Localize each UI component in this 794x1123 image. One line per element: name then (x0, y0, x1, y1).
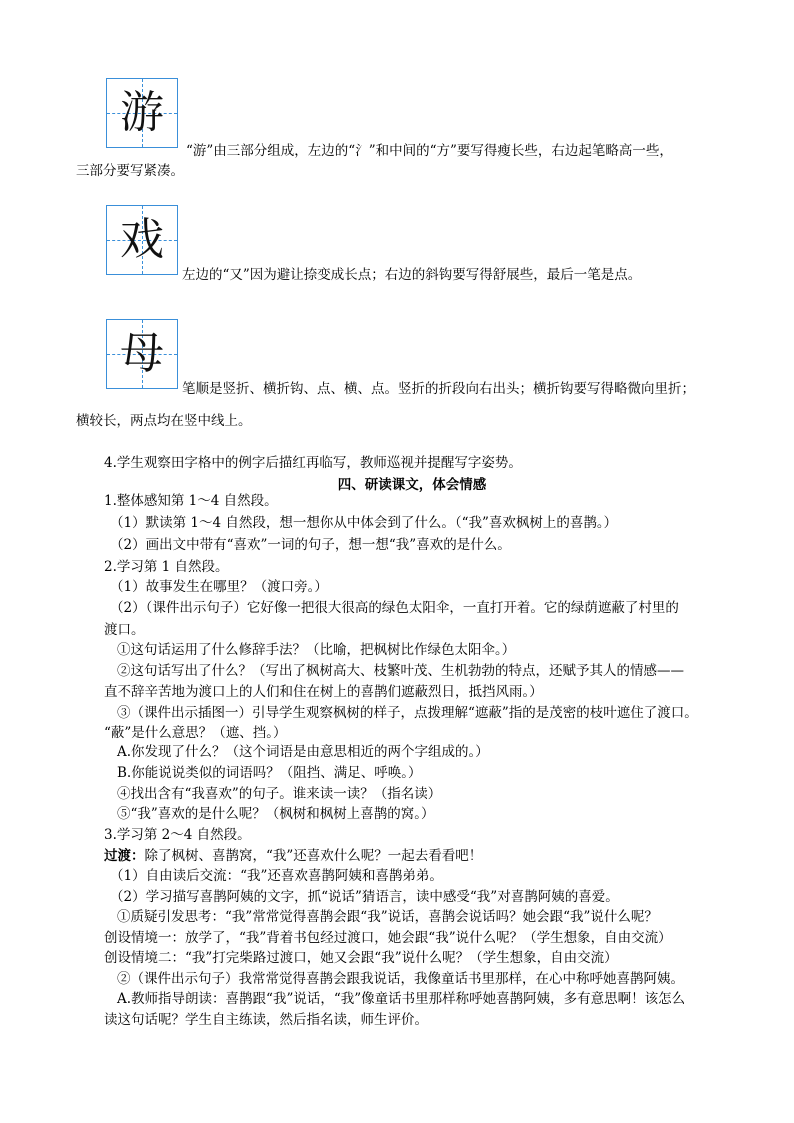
body-line: A.你发现了什么？（这个词语是由意思相近的两个字组成的。） (117, 744, 489, 760)
body-line: （2）（课件出示句子）它好像一把很大很高的绿色太阳伞，一直打开着。它的绿荫遮蔽了村里的 (110, 600, 679, 616)
body-line: 渡口。 (104, 622, 145, 638)
body-line: 创设情境一：放学了，“我”背着书包经过渡口，她会跟“我”说什么呢？（学生想象，自由交流） (104, 930, 672, 946)
body-line: B.你能说说类似的词语吗？（阻挡、满足、呼唤。） (117, 765, 422, 781)
body-line: ②这句话写出了什么？（写出了枫树高大、枝繁叶茂、生机勃勃的特点，还赋予其人的情感—— (117, 663, 684, 679)
body-line: ③（课件出示插图一）引导学生观察枫树的样子，点拨理解“遮蔽”指的是茂密的枝叶遮住了渡口。 (117, 705, 698, 721)
body-line: 创设情境二：“我”打完柴路过渡口，她又会跟“我”说什么呢？（学生想象，自由交流） (104, 950, 618, 966)
example-character: 戏 (120, 214, 164, 265)
transition-label: 过渡： (104, 848, 145, 864)
char-note: 三部分要写紧凑。 (76, 163, 184, 179)
body-line: ④找出含有“我喜欢”的句子。谁来读一读？（指名读） (117, 786, 442, 802)
char-note: “游”由三部分组成，左边的“氵”和中间的“方”要写得瘦长些，右边起笔略高一些， (186, 143, 673, 159)
body-line: A.教师指导朗读：喜鹊跟“我”说话，“我”像童话书里那样称呼她喜鹊阿姨，多有意思啊！该怎么 (117, 991, 686, 1007)
body-line: 2.学习第 1 自然段。 (104, 559, 229, 575)
char-note: 左边的“又”因为避让捺变成长点；右边的斜钩要写得舒展些，最后一笔是点。 (182, 267, 642, 283)
body-line: （1）默读第 1～4 自然段，想一想你从中体会到了什么。（“我”喜欢枫树上的喜鹊。） (110, 515, 618, 531)
body-line: ①质疑引发思考：“我”常常觉得喜鹊会跟“我”说话，喜鹊会说话吗？她会跟“我”说什么呢？ (117, 909, 658, 925)
char-note: 笔顺是竖折、横折钩、点、横、点。竖折的折段向右出头；横折钩要写得略微向里折； (182, 381, 695, 397)
body-line: ⑤“我”喜欢的是什么呢？（枫树和枫树上喜鹊的窝。） (117, 806, 435, 822)
body-line: （1）自由读后交流：“我”还喜欢喜鹊阿姨和喜鹊弟弟。 (110, 868, 443, 884)
section-heading: 四、研读课文，体会情感 (337, 477, 487, 493)
example-character: 母 (120, 328, 164, 379)
tianzige-box-xi (106, 205, 178, 275)
body-line: 3.学习第 2～4 自然段。 (104, 827, 251, 843)
transition-text: 除了枫树、喜鹊窝，“我”还喜欢什么呢？一起去看看吧！ (144, 848, 483, 864)
body-line (104, 847, 720, 866)
body-line: “蔽”是什么意思？（遮、挡。） (104, 725, 287, 741)
body-line: 直不辞辛苦地为渡口上的人们和住在树上的喜鹊们遮蔽烈日，抵挡风雨。） (104, 684, 543, 700)
body-line: （2）画出文中带有“喜欢”一词的句子，想一想“我”喜欢的是什么。 (110, 537, 511, 553)
tianzige-box-mu (106, 319, 178, 389)
body-line: 读这句话呢？学生自主练读，然后指名读，师生评价。 (104, 1012, 428, 1028)
char-note: 横较长，两点均在竖中线上。 (76, 413, 252, 429)
tianzige-box-you (106, 78, 178, 148)
body-line: （2）学习描写喜鹊阿姨的文字，抓“说话”猜语言，读中感受“我”对喜鹊阿姨的喜爱。 (110, 889, 619, 905)
body-line: （1）故事发生在哪里？（渡口旁。） (110, 579, 328, 595)
body-line: ①这句话运用了什么修辞手法？（比喻，把枫树比作绿色太阳伞。） (117, 642, 516, 658)
body-line: 1.整体感知第 1～4 自然段。 (104, 493, 278, 509)
example-character: 游 (120, 87, 164, 138)
body-line: 4.学生观察田字格中的例字后描红再临写，教师巡视并提醒写字姿势。 (104, 455, 522, 471)
body-line: ②（课件出示句子）我常常觉得喜鹊会跟我说话，我像童话书里那样，在心中称呼她喜鹊阿姨。 (117, 971, 684, 987)
